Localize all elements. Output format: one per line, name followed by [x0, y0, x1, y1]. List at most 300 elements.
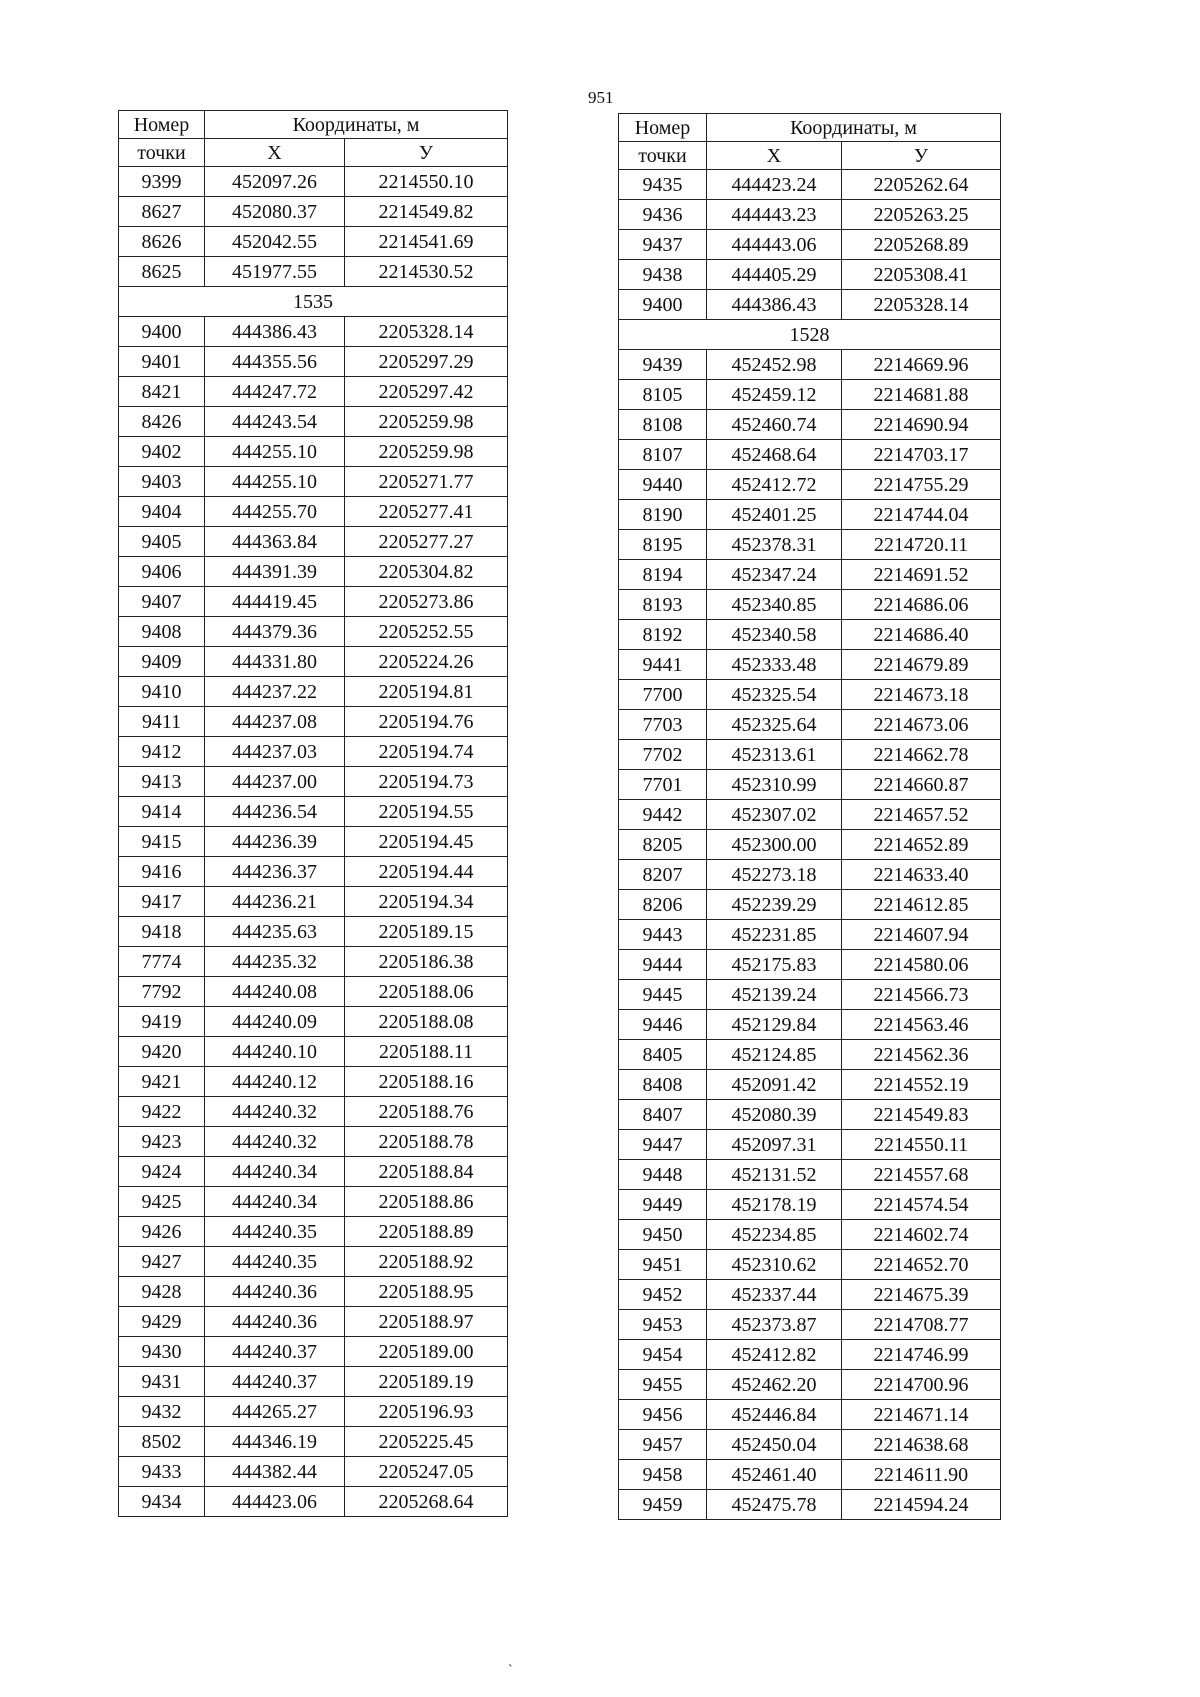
x-coordinate: 452462.20: [707, 1370, 842, 1400]
table-row: [619, 1190, 1001, 1220]
point-number: 9402: [119, 437, 205, 467]
table-row: [119, 1217, 508, 1247]
y-coordinate: 2205277.27: [345, 527, 508, 557]
point-number: 9418: [119, 917, 205, 947]
point-number: 8421: [119, 377, 205, 407]
y-coordinate: 2205268.64: [345, 1487, 508, 1517]
table-row: [119, 1457, 508, 1487]
point-number: 9408: [119, 617, 205, 647]
table-row: [119, 617, 508, 647]
x-coordinate: 444240.36: [205, 1277, 345, 1307]
table-row: [619, 1100, 1001, 1130]
point-number: 9451: [619, 1250, 707, 1280]
y-coordinate: 2214690.94: [842, 410, 1001, 440]
y-coordinate: 2214541.69: [345, 227, 508, 257]
y-coordinate: 2214708.77: [842, 1310, 1001, 1340]
y-coordinate: 2205252.55: [345, 617, 508, 647]
point-number: 9409: [119, 647, 205, 677]
x-coordinate: 444265.27: [205, 1397, 345, 1427]
y-coordinate: 2205271.77: [345, 467, 508, 497]
point-number: 9419: [119, 1007, 205, 1037]
point-number: 8502: [119, 1427, 205, 1457]
x-coordinate: 444382.44: [205, 1457, 345, 1487]
table-row: [119, 797, 508, 827]
point-number: 9401: [119, 347, 205, 377]
header-row: [119, 139, 508, 167]
y-coordinate: 2214550.11: [842, 1130, 1001, 1160]
x-coordinate: 444240.09: [205, 1007, 345, 1037]
table-row: [119, 557, 508, 587]
table-row: [119, 317, 508, 347]
y-coordinate: 2214681.88: [842, 380, 1001, 410]
y-coordinate: 2205262.64: [842, 170, 1001, 200]
y-coordinate: 2214652.89: [842, 830, 1001, 860]
y-coordinate: 2214566.73: [842, 980, 1001, 1010]
y-coordinate: 2214744.04: [842, 500, 1001, 530]
table-row: [619, 1370, 1001, 1400]
point-number: 9442: [619, 800, 707, 830]
y-coordinate: 2205273.86: [345, 587, 508, 617]
y-coordinate: 2214669.96: [842, 350, 1001, 380]
table-row: [119, 1187, 508, 1217]
header-row: [619, 114, 1001, 142]
y-coordinate: 2205189.15: [345, 917, 508, 947]
point-number: 9458: [619, 1460, 707, 1490]
y-coordinate: 2214580.06: [842, 950, 1001, 980]
section-row: [619, 320, 1001, 350]
y-coordinate: 2205188.06: [345, 977, 508, 1007]
table-row: [119, 1397, 508, 1427]
table-row: [119, 377, 508, 407]
point-number: 9426: [119, 1217, 205, 1247]
x-coordinate: 452475.78: [707, 1490, 842, 1520]
x-coordinate: 452124.85: [707, 1040, 842, 1070]
x-coordinate: 452310.99: [707, 770, 842, 800]
y-coordinate: 2205277.41: [345, 497, 508, 527]
y-coordinate: 2205268.89: [842, 230, 1001, 260]
point-number: 9457: [619, 1430, 707, 1460]
header-y-label: У: [345, 139, 508, 167]
point-number: 9415: [119, 827, 205, 857]
point-number: 8190: [619, 500, 707, 530]
y-coordinate: 2205263.25: [842, 200, 1001, 230]
table-row: [619, 1130, 1001, 1160]
point-number: 9433: [119, 1457, 205, 1487]
table-row: [119, 1157, 508, 1187]
coordinates-table-right: [618, 113, 1001, 1520]
x-coordinate: 452091.42: [707, 1070, 842, 1100]
x-coordinate: 452340.85: [707, 590, 842, 620]
y-coordinate: 2214703.17: [842, 440, 1001, 470]
x-coordinate: 452300.00: [707, 830, 842, 860]
point-number: 8626: [119, 227, 205, 257]
x-coordinate: 444331.80: [205, 647, 345, 677]
table-row: [619, 950, 1001, 980]
y-coordinate: 2214673.06: [842, 710, 1001, 740]
x-coordinate: 452412.82: [707, 1340, 842, 1370]
table-row: [619, 980, 1001, 1010]
point-number: 9431: [119, 1367, 205, 1397]
table-row: [119, 767, 508, 797]
header-number-label: Номер: [619, 114, 707, 142]
section-row: [119, 287, 508, 317]
footer-mark: `: [508, 1663, 513, 1678]
y-coordinate: 2214552.19: [842, 1070, 1001, 1100]
y-coordinate: 2205188.97: [345, 1307, 508, 1337]
x-coordinate: 452468.64: [707, 440, 842, 470]
y-coordinate: 2205188.89: [345, 1217, 508, 1247]
point-number: 9414: [119, 797, 205, 827]
y-coordinate: 2214574.54: [842, 1190, 1001, 1220]
y-coordinate: 2214657.52: [842, 800, 1001, 830]
x-coordinate: 452131.52: [707, 1160, 842, 1190]
table-row: [119, 497, 508, 527]
x-coordinate: 444237.22: [205, 677, 345, 707]
table-row: [119, 1427, 508, 1457]
x-coordinate: 452042.55: [205, 227, 345, 257]
point-number: 9439: [619, 350, 707, 380]
y-coordinate: 2214563.46: [842, 1010, 1001, 1040]
table-row: [119, 1247, 508, 1277]
y-coordinate: 2205189.19: [345, 1367, 508, 1397]
y-coordinate: 2205194.81: [345, 677, 508, 707]
header-coordinates-label: Координаты, м: [707, 114, 1001, 142]
x-coordinate: 452129.84: [707, 1010, 842, 1040]
point-number: 8205: [619, 830, 707, 860]
table-row: [619, 800, 1001, 830]
table-row: [619, 1490, 1001, 1520]
point-number: 8408: [619, 1070, 707, 1100]
x-coordinate: 444237.08: [205, 707, 345, 737]
x-coordinate: 444240.12: [205, 1067, 345, 1097]
point-number: 8407: [619, 1100, 707, 1130]
x-coordinate: 444236.54: [205, 797, 345, 827]
header-coordinates-label: Координаты, м: [205, 111, 508, 139]
point-number: 9452: [619, 1280, 707, 1310]
x-coordinate: 444363.84: [205, 527, 345, 557]
y-coordinate: 2205188.95: [345, 1277, 508, 1307]
table-row: [119, 1337, 508, 1367]
table-row: [119, 467, 508, 497]
y-coordinate: 2214686.06: [842, 590, 1001, 620]
point-number: 9399: [119, 167, 205, 197]
y-coordinate: 2214755.29: [842, 470, 1001, 500]
table-row: [119, 707, 508, 737]
table-row: [619, 1430, 1001, 1460]
point-number: 9413: [119, 767, 205, 797]
y-coordinate: 2205194.76: [345, 707, 508, 737]
point-number: 9420: [119, 1037, 205, 1067]
x-coordinate: 444443.06: [707, 230, 842, 260]
table-row: [119, 1067, 508, 1097]
x-coordinate: 444240.36: [205, 1307, 345, 1337]
y-coordinate: 2214612.85: [842, 890, 1001, 920]
table-row: [619, 500, 1001, 530]
x-coordinate: 452313.61: [707, 740, 842, 770]
header-x-label: X: [205, 139, 345, 167]
table-row: [619, 290, 1001, 320]
x-coordinate: 452310.62: [707, 1250, 842, 1280]
y-coordinate: 2205194.74: [345, 737, 508, 767]
x-coordinate: 444236.39: [205, 827, 345, 857]
y-coordinate: 2205188.86: [345, 1187, 508, 1217]
table-row: [119, 647, 508, 677]
y-coordinate: 2205194.45: [345, 827, 508, 857]
y-coordinate: 2214652.70: [842, 1250, 1001, 1280]
table-row: [119, 917, 508, 947]
point-number: 9424: [119, 1157, 205, 1187]
y-coordinate: 2214686.40: [842, 620, 1001, 650]
table-row: [619, 860, 1001, 890]
y-coordinate: 2205188.08: [345, 1007, 508, 1037]
point-number: 9423: [119, 1127, 205, 1157]
table-row: [119, 947, 508, 977]
x-coordinate: 452373.87: [707, 1310, 842, 1340]
point-number: 9427: [119, 1247, 205, 1277]
y-coordinate: 2214594.24: [842, 1490, 1001, 1520]
point-number: 9429: [119, 1307, 205, 1337]
y-coordinate: 2214660.87: [842, 770, 1001, 800]
table-row: [119, 737, 508, 767]
x-coordinate: 452080.39: [707, 1100, 842, 1130]
x-coordinate: 452340.58: [707, 620, 842, 650]
point-number: 8206: [619, 890, 707, 920]
point-number: 9445: [619, 980, 707, 1010]
y-coordinate: 2214562.36: [842, 1040, 1001, 1070]
x-coordinate: 444237.03: [205, 737, 345, 767]
y-coordinate: 2205247.05: [345, 1457, 508, 1487]
table-row: [619, 1040, 1001, 1070]
table-row: [119, 407, 508, 437]
point-number: 9454: [619, 1340, 707, 1370]
y-coordinate: 2214602.74: [842, 1220, 1001, 1250]
table-row: [619, 380, 1001, 410]
x-coordinate: 444235.32: [205, 947, 345, 977]
table-row: [619, 1160, 1001, 1190]
x-coordinate: 444235.63: [205, 917, 345, 947]
x-coordinate: 452231.85: [707, 920, 842, 950]
table-row: [619, 1070, 1001, 1100]
x-coordinate: 444419.45: [205, 587, 345, 617]
table-row: [119, 1277, 508, 1307]
y-coordinate: 2205297.42: [345, 377, 508, 407]
x-coordinate: 444405.29: [707, 260, 842, 290]
x-coordinate: 452273.18: [707, 860, 842, 890]
table-row: [619, 650, 1001, 680]
y-coordinate: 2205328.14: [345, 317, 508, 347]
y-coordinate: 2205194.44: [345, 857, 508, 887]
x-coordinate: 452337.44: [707, 1280, 842, 1310]
x-coordinate: 452175.83: [707, 950, 842, 980]
point-number: 9422: [119, 1097, 205, 1127]
table-row: [119, 1367, 508, 1397]
x-coordinate: 452097.31: [707, 1130, 842, 1160]
table-row: [619, 260, 1001, 290]
x-coordinate: 444240.10: [205, 1037, 345, 1067]
page-number: 951: [588, 88, 614, 107]
x-coordinate: 452446.84: [707, 1400, 842, 1430]
point-number: 9450: [619, 1220, 707, 1250]
y-coordinate: 2205194.55: [345, 797, 508, 827]
x-coordinate: 444240.34: [205, 1187, 345, 1217]
x-coordinate: 452234.85: [707, 1220, 842, 1250]
x-coordinate: 452412.72: [707, 470, 842, 500]
y-coordinate: 2214611.90: [842, 1460, 1001, 1490]
table-row: [119, 587, 508, 617]
point-number: 9428: [119, 1277, 205, 1307]
table-row: [619, 230, 1001, 260]
y-coordinate: 2205189.00: [345, 1337, 508, 1367]
table-row: [119, 1007, 508, 1037]
point-number: 9438: [619, 260, 707, 290]
table-row: [119, 1307, 508, 1337]
table-row: [119, 677, 508, 707]
point-number: 9449: [619, 1190, 707, 1220]
point-number: 9434: [119, 1487, 205, 1517]
y-coordinate: 2205188.78: [345, 1127, 508, 1157]
point-number: 8627: [119, 197, 205, 227]
y-coordinate: 2205188.92: [345, 1247, 508, 1277]
y-coordinate: 2214675.39: [842, 1280, 1001, 1310]
point-number: 9444: [619, 950, 707, 980]
table-row: [119, 347, 508, 377]
point-number: 9435: [619, 170, 707, 200]
point-number: 9421: [119, 1067, 205, 1097]
table-row: [619, 1310, 1001, 1340]
x-coordinate: 444255.10: [205, 437, 345, 467]
y-coordinate: 2214549.82: [345, 197, 508, 227]
x-coordinate: 444243.54: [205, 407, 345, 437]
table-row: [619, 350, 1001, 380]
y-coordinate: 2214550.10: [345, 167, 508, 197]
table-row: [119, 437, 508, 467]
x-coordinate: 444386.43: [205, 317, 345, 347]
header-row: [119, 111, 508, 139]
point-number: 9407: [119, 587, 205, 617]
table-row: [119, 197, 508, 227]
table-row: [619, 680, 1001, 710]
y-coordinate: 2214633.40: [842, 860, 1001, 890]
y-coordinate: 2214700.96: [842, 1370, 1001, 1400]
table-row: [619, 1400, 1001, 1430]
point-number: 7701: [619, 770, 707, 800]
point-number: 9448: [619, 1160, 707, 1190]
x-coordinate: 444423.24: [707, 170, 842, 200]
x-coordinate: 451977.55: [205, 257, 345, 287]
x-coordinate: 444255.10: [205, 467, 345, 497]
x-coordinate: 452460.74: [707, 410, 842, 440]
x-coordinate: 444236.21: [205, 887, 345, 917]
x-coordinate: 452139.24: [707, 980, 842, 1010]
table-row: [619, 560, 1001, 590]
header-point-label: точки: [119, 139, 205, 167]
x-coordinate: 444386.43: [707, 290, 842, 320]
x-coordinate: 444237.00: [205, 767, 345, 797]
point-number: 9440: [619, 470, 707, 500]
point-number: 9443: [619, 920, 707, 950]
y-coordinate: 2205188.16: [345, 1067, 508, 1097]
x-coordinate: 444423.06: [205, 1487, 345, 1517]
point-number: 9417: [119, 887, 205, 917]
y-coordinate: 2205304.82: [345, 557, 508, 587]
table-row: [619, 1250, 1001, 1280]
x-coordinate: 452307.02: [707, 800, 842, 830]
point-number: 9425: [119, 1187, 205, 1217]
header-y-label: У: [842, 142, 1001, 170]
x-coordinate: 444240.32: [205, 1127, 345, 1157]
table-row: [619, 200, 1001, 230]
point-number: 9411: [119, 707, 205, 737]
table-row: [619, 1280, 1001, 1310]
point-number: 9441: [619, 650, 707, 680]
y-coordinate: 2214638.68: [842, 1430, 1001, 1460]
table-row: [619, 590, 1001, 620]
y-coordinate: 2214679.89: [842, 650, 1001, 680]
y-coordinate: 2214746.99: [842, 1340, 1001, 1370]
y-coordinate: 2205194.73: [345, 767, 508, 797]
table-row: [119, 1037, 508, 1067]
point-number: 8105: [619, 380, 707, 410]
y-coordinate: 2214607.94: [842, 920, 1001, 950]
y-coordinate: 2205186.38: [345, 947, 508, 977]
section-label: 1528: [619, 320, 1001, 350]
x-coordinate: 452461.40: [707, 1460, 842, 1490]
x-coordinate: 452452.98: [707, 350, 842, 380]
x-coordinate: 452178.19: [707, 1190, 842, 1220]
x-coordinate: 452239.29: [707, 890, 842, 920]
point-number: 9432: [119, 1397, 205, 1427]
x-coordinate: 444240.34: [205, 1157, 345, 1187]
point-number: 8625: [119, 257, 205, 287]
y-coordinate: 2205188.11: [345, 1037, 508, 1067]
table-row: [619, 530, 1001, 560]
x-coordinate: 452325.54: [707, 680, 842, 710]
point-number: 7774: [119, 947, 205, 977]
x-coordinate: 452347.24: [707, 560, 842, 590]
y-coordinate: 2205188.84: [345, 1157, 508, 1187]
y-coordinate: 2205328.14: [842, 290, 1001, 320]
table-row: [119, 857, 508, 887]
point-number: 7700: [619, 680, 707, 710]
table-row: [619, 830, 1001, 860]
x-coordinate: 444443.23: [707, 200, 842, 230]
point-number: 9437: [619, 230, 707, 260]
x-coordinate: 452097.26: [205, 167, 345, 197]
y-coordinate: 2205194.34: [345, 887, 508, 917]
point-number: 8107: [619, 440, 707, 470]
point-number: 9410: [119, 677, 205, 707]
y-coordinate: 2214557.68: [842, 1160, 1001, 1190]
point-number: 9430: [119, 1337, 205, 1367]
point-number: 9403: [119, 467, 205, 497]
table-row: [619, 1220, 1001, 1250]
y-coordinate: 2205225.45: [345, 1427, 508, 1457]
table-row: [119, 167, 508, 197]
table-row: [119, 257, 508, 287]
x-coordinate: 452401.25: [707, 500, 842, 530]
table-row: [619, 920, 1001, 950]
table-row: [119, 977, 508, 1007]
x-coordinate: 452325.64: [707, 710, 842, 740]
coordinates-table-left: [118, 110, 508, 1517]
point-number: 7703: [619, 710, 707, 740]
point-number: 8193: [619, 590, 707, 620]
table-row: [619, 1460, 1001, 1490]
point-number: 8194: [619, 560, 707, 590]
x-coordinate: 452450.04: [707, 1430, 842, 1460]
point-number: 9456: [619, 1400, 707, 1430]
x-coordinate: 444247.72: [205, 377, 345, 407]
